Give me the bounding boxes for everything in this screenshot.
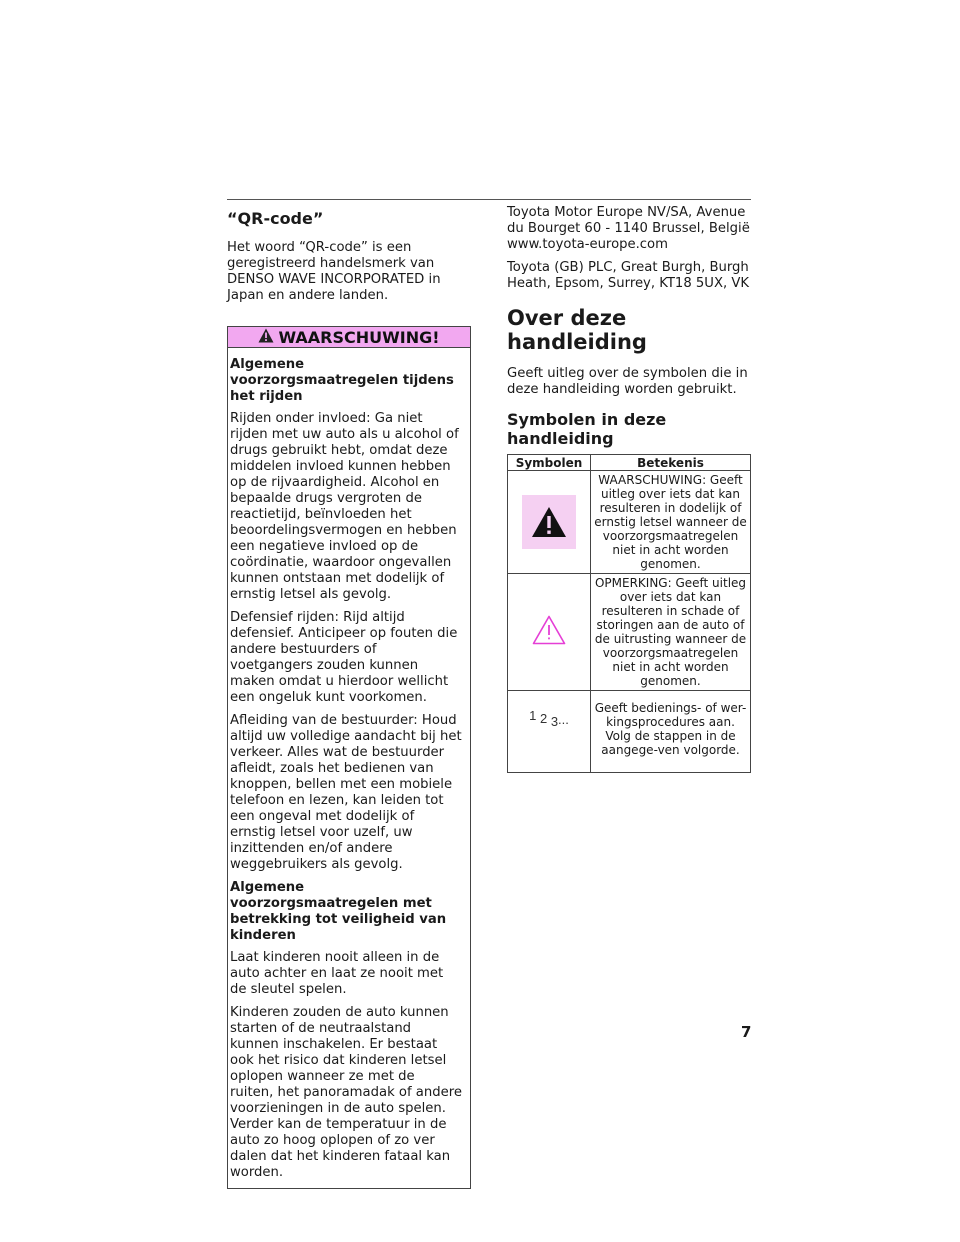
table-cell-meaning: WAARSCHUWING: Geeft uitleg over iets dat kan resulteren in dodelijk of ernstig letsel wanneer de voorzorgsmaatregelen niet in acht worden genomen.: [591, 471, 751, 574]
table-cell-symbol: [508, 691, 591, 773]
step-sequence-icon: 1 2 3...: [529, 708, 569, 729]
warning-paragraph: Kinderen zouden de auto kunnen starten of de neutraalstand kunnen inschakelen. Er bestaat ook het risico dat kinderen letsel oplopen wanneer ze met de ruiten, het panoramadak of andere voorzieningen in de auto spelen. Verder kan de temperatuur in de auto zo hoog oplopen of zo ver dalen dat het kinderen fataal kan worden.: [230, 1005, 462, 1180]
table-cell-meaning: OPMERKING: Geeft uitleg over iets dat kan resulteren in schade of storingen aan de auto of de uitrusting wanneer de voorzorgsmaatregelen niet in acht worden genomen.: [591, 574, 751, 691]
address-gb: Toyota (GB) PLC, Great Burgh, Burgh Heath, Epsom, Surrey, KT18 5UX, VK: [507, 260, 750, 291]
left-column: [227, 205, 471, 1189]
qr-code-text: Het woord “QR-code” is een geregistreerd handelsmerk van DENSO WAVE INCORPORATED in Japan en andere landen.: [227, 240, 441, 303]
section-intro: Geeft uitleg over de symbolen die in deze handleiding worden gebruikt.: [507, 366, 748, 397]
table-cell-symbol: [508, 471, 591, 574]
warning-paragraph: Defensief rijden: Rijd altijd defensief. Anticipeer op fouten die andere bestuurders of voetgangers zouden kunnen maken omdat u hierdoor wellicht een ongeluk kunt voorkomen.: [230, 610, 458, 705]
warning-subheading-driving: Algemene voorzorgsmaatregelen tijdens het rijden: [230, 357, 454, 404]
warning-box: [227, 326, 471, 1189]
address-europe: Toyota Motor Europe NV/SA, Avenue du Bourget 60 - 1140 Brussel, België www.toyota-europe.com: [507, 205, 750, 252]
table-cell-symbol: [508, 574, 591, 691]
warning-subheading-children: Algemene voorzorgsmaatregelen met betrekking tot veiligheid van kinderen: [230, 880, 447, 943]
warning-icon: [258, 328, 274, 347]
warning-paragraph: Laat kinderen nooit alleen in de auto achter en laat ze nooit met de sleutel spelen.: [230, 950, 444, 997]
page-number: 7: [741, 1023, 752, 1041]
notice-triangle-icon: [532, 630, 566, 649]
qr-code-heading: “QR-code”: [227, 209, 324, 228]
right-column: [507, 205, 751, 773]
warning-header: [228, 327, 470, 348]
warning-title: WAARSCHUWING!: [278, 327, 440, 347]
warning-paragraph: Rijden onder invloed: Ga niet rijden met uw auto als u alcohol of drugs gebruikt hebt, omdat deze middelen invloed kunnen hebben op de rijvaardigheid. Alcohol en bepaalde drugs vergroten de reactietijd, beïnvloeden het beoordelingsvermogen en hebben een negatieve invloed op de coördinatie, waardoor ongevallen kunnen ontstaan met dodelijk of ernstig letsel als gevolg.: [230, 411, 459, 602]
table-row: [508, 574, 751, 691]
table-row: [508, 471, 751, 574]
table-header-row: [508, 455, 751, 471]
table-header-symbols: Symbolen: [508, 455, 591, 471]
section-title: Over deze handleiding: [507, 306, 647, 354]
symbols-subtitle: Symbolen in deze handleiding: [507, 410, 667, 448]
top-rule: [227, 199, 751, 200]
symbols-table: [507, 454, 751, 773]
table-cell-meaning: Geeft bedienings- of wer-kingsprocedures aan. Volg de stappen in de aangege-ven volgorde.: [591, 691, 751, 773]
table-header-meaning: Betekenis: [591, 455, 751, 471]
table-row: [508, 691, 751, 773]
warning-body: [228, 348, 470, 1181]
warning-triangle-icon: [522, 495, 576, 549]
warning-paragraph: Afleiding van de bestuurder: Houd altijd uw volledige aandacht bij het verkeer. Alles wat de bestuurder afleidt, zoals het bedienen van knoppen, bellen met een mobiele telefoon en lezen, kan leiden tot een ongeval met dodelijk of ernstig letsel voor uzelf, uw inzittenden en/of andere weggebruikers als gevolg.: [230, 713, 462, 872]
